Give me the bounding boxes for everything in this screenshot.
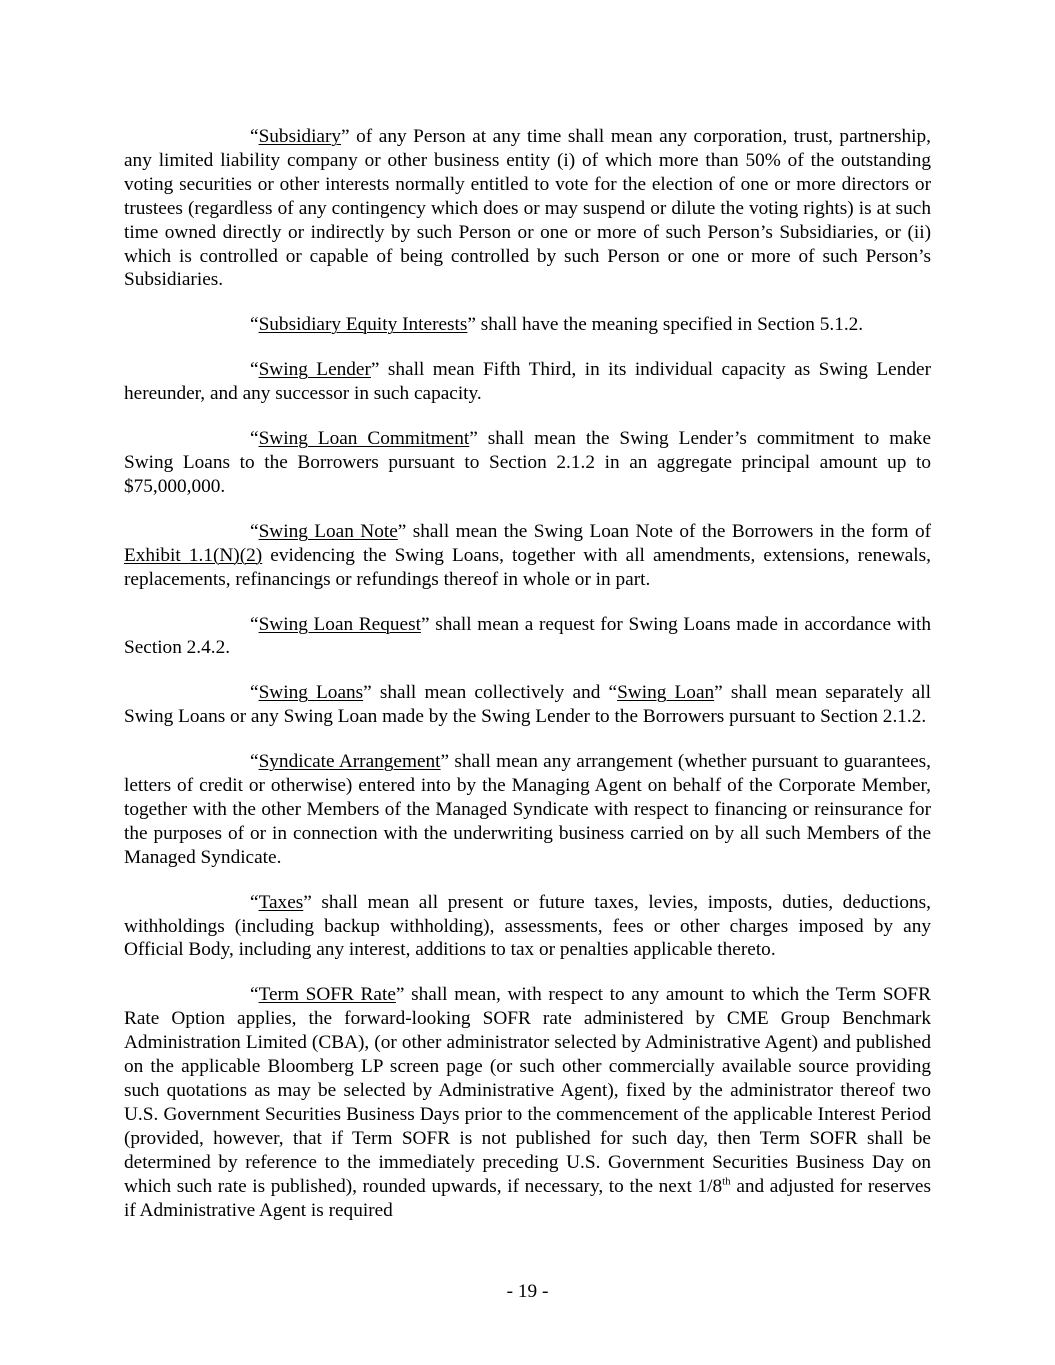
open-quote: “ bbox=[250, 891, 259, 913]
definition-text: ” shall mean separately all Swing Loans or any Swing Loan made by the Swing Lender to the Borrowers pursuant to Section 2.1.2. bbox=[124, 682, 931, 728]
defined-term: Swing Loan bbox=[617, 682, 715, 704]
open-quote: “ bbox=[250, 126, 259, 147]
defined-term: Term SOFR Rate bbox=[258, 984, 396, 1006]
defined-term: Swing Loan Commitment bbox=[258, 428, 470, 450]
definition-text: ” shall mean a request for Swing Loans made in accordance with Section 2.4.2. bbox=[124, 613, 931, 659]
document-page bbox=[124, 125, 931, 1243]
definition-text: ” of any Person at any time shall mean any corporation, trust, partnership, any limited liability company or other business entity (i) of which more than 50% of the outstanding voting securities or other interests normally entitled to vote for the election of one or more directors or trustees (regardless of any contingency which does or may suspend or dilute the voting rights) is at such time owned directly or indirectly by such Person or one or more of such Person’s Subsidiaries, or (ii) which is controlled or capable of being controlled by such Person or one or more of such Person’s Subsidiaries. bbox=[124, 126, 931, 291]
defined-term: Swing Loan Note bbox=[258, 520, 398, 542]
definition-swing-lender bbox=[124, 358, 931, 406]
definition-text: ” shall mean the Swing Loan Note of the Borrowers in the form of bbox=[397, 520, 932, 542]
open-quote: “ bbox=[250, 520, 259, 542]
defined-term: Swing Loan Request bbox=[258, 613, 421, 635]
defined-term: Taxes bbox=[258, 891, 304, 913]
definition-swing-loan-commitment bbox=[124, 427, 931, 499]
open-quote: “ bbox=[250, 984, 259, 1006]
definition-text: ” shall mean the Swing Lender’s commitment to make Swing Loans to the Borrowers pursuant to Section 2.1.2 in an aggregate principal amount up to $75,000,000. bbox=[124, 428, 932, 497]
open-quote: “ bbox=[250, 428, 259, 450]
open-quote: “ bbox=[250, 682, 259, 704]
defined-term: Swing Loans bbox=[258, 682, 364, 704]
definition-text: ” shall mean all present or future taxes, levies, imposts, duties, deductions, withholdings (including backup withholding), assessments, fees or other charges imposed by any Official Body, including any interest, additions to tax or penalties applicable thereto. bbox=[124, 891, 931, 961]
definition-text: and adjusted for reserves if Administrative Agent is required bbox=[124, 1175, 931, 1221]
definition-swing-loan-request bbox=[124, 613, 931, 661]
definition-swing-loan-note bbox=[124, 520, 931, 592]
exhibit-reference: Exhibit 1.1(N)(2) bbox=[124, 544, 263, 566]
open-quote: “ bbox=[250, 359, 259, 381]
defined-term: Subsidiary Equity Interests bbox=[258, 314, 468, 336]
definition-text: ” shall mean any arrangement (whether pursuant to guarantees, letters of credit or otherwise) entered into by the Managing Agent on behalf of the Corporate Member, together with the other Members of the Managed Syndicate with respect to financing or reinsurance for the purposes of or in connection with the underwriting business carried on by all such Members of the Managed Syndicate. bbox=[124, 751, 931, 868]
page-number: - 19 - bbox=[506, 1281, 549, 1302]
definition-text: ” shall mean, with respect to any amount to which the Term SOFR Rate Option applies, the forward-looking SOFR rate administered by CME Group Benchmark Administration Limited (CBA), (or other administrator selected by Administrative Agent) and published on the applicable Bloomberg LP screen page (or such other commercially available source providing such quotations as may be selected by Administrative Agent), fixed by the administrator thereof two U.S. Government Securities Business Days prior to the commencement of the applicable Interest Period (provided, however, that if Term SOFR is not published for such day, then Term SOFR shall be determined by reference to the immediately preceding U.S. Government Securities Business Day on which such rate is published), rounded upwards, if necessary, to the next 1/8 bbox=[124, 984, 931, 1197]
definition-text: evidencing the Swing Loans, together with all amendments, extensions, renewals, replacements, refinancings or refundings thereof in whole or in part. bbox=[124, 544, 931, 590]
definition-subsidiary-equity-interests bbox=[124, 313, 931, 337]
defined-term: Syndicate Arrangement bbox=[258, 751, 441, 773]
definition-text: ” shall mean collectively and “ bbox=[363, 682, 618, 704]
definition-subsidiary bbox=[124, 125, 931, 292]
definition-text: ” shall mean Fifth Third, in its individual capacity as Swing Lender hereunder, and any successor in such capacity. bbox=[124, 359, 931, 405]
definition-taxes bbox=[124, 891, 931, 963]
definition-swing-loans bbox=[124, 681, 931, 729]
defined-term: Swing Lender bbox=[258, 359, 371, 381]
definition-term-sofr-rate bbox=[124, 983, 931, 1222]
definition-syndicate-arrangement bbox=[124, 750, 931, 870]
definition-text: ” shall have the meaning specified in Section 5.1.2. bbox=[467, 314, 864, 336]
superscript: th bbox=[722, 1175, 731, 1188]
open-quote: “ bbox=[250, 751, 259, 773]
defined-term: Subsidiary bbox=[258, 126, 342, 147]
open-quote: “ bbox=[250, 314, 259, 336]
open-quote: “ bbox=[250, 613, 259, 635]
